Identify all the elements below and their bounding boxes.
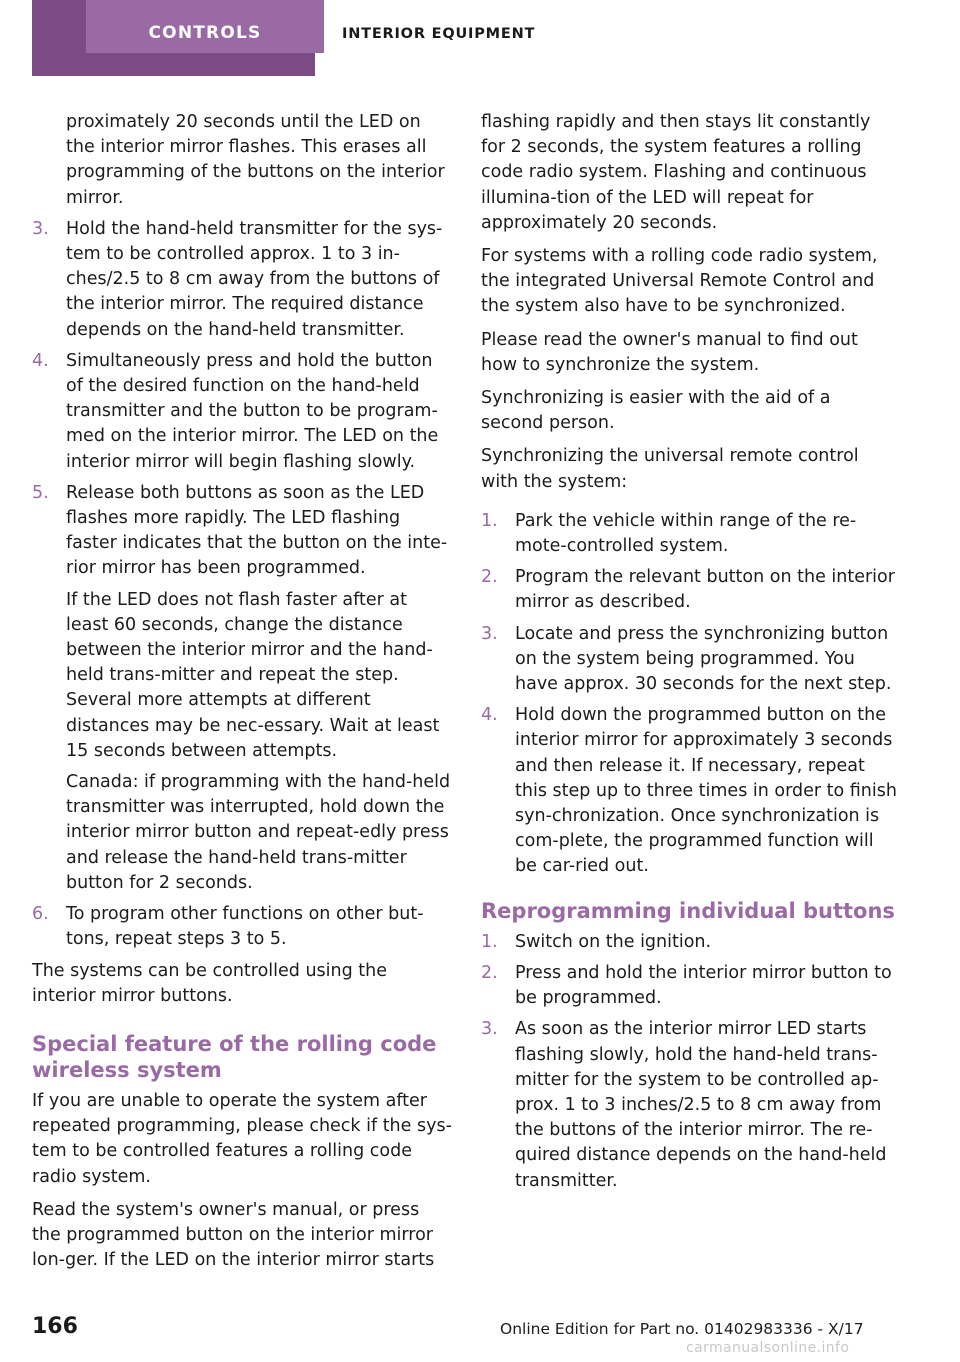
edition-note: Online Edition for Part no. 01402983336 - X/17 [500,1320,864,1338]
step-note-canada: Canada: if programming with the hand-held transmitter was interrupted, hold down the interior mirror button and repeat-edly press and release the hand-held trans-mitter button for 2 seconds. [66,772,451,893]
step-number: 4. [32,350,49,371]
step-text: Hold the hand-held transmitter for the sys-tem to be controlled approx. 1 to 3 in-ches/2.5 to 8 cm away from the buttons of the interior mirror. The required distance depends on the hand-held transmitter. [66,218,443,340]
list-item [481,961,897,1011]
list-item [481,509,897,559]
step-note: If the LED does not flash faster after at least 60 seconds, change the distance between the interior mirror and the hand-held trans-mitter and repeat the step. Several more attempts at different distances may be nec-essary. Wait at least 15 seconds between attempts. [66,589,440,761]
watermark: carmanualsonline.info [686,1340,850,1356]
step-number: 3. [32,218,49,239]
heading-rolling-code: Special feature of the rolling code wireless system [32,1031,437,1082]
continued-text: proximately 20 seconds until the LED on the interior mirror flashes. This erases all programming of the buttons on the interior mirror. [66,112,445,208]
paragraph-unable: If you are unable to operate the system after repeated programming, please check if the sys-tem to be controlled features a rolling code radio system. [32,1090,452,1187]
step-text: Simultaneously press and hold the button of the desired function on the hand-held transmitter and the button to be program-med on the interior mirror. The LED on the interior mirror will begin flashing slowly. [66,350,439,472]
page-number: 166 [32,1314,78,1339]
step-text: Park the vehicle within range of the re-mote-controlled system. [515,510,857,557]
paragraph-owner-manual: Please read the owner's manual to find out how to synchronize the system. [481,329,858,375]
header-tab-background [32,0,315,76]
list-item [481,565,897,615]
step-number: 2. [481,567,498,588]
step-text: Press and hold the interior mirror button to be programmed. [515,962,892,1009]
header-section-label: INTERIOR EQUIPMENT [342,26,536,42]
step-number: 3. [481,623,498,644]
heading-reprogramming: Reprogramming individual buttons [481,898,895,923]
list-item [481,703,897,879]
list-item [32,902,452,952]
list-item [32,349,452,475]
header-tab-controls: CONTROLS [86,0,324,53]
paragraph-flashing: flashing rapidly and then stays lit constantly for 2 seconds, the system features a rolling code radio system. Flashing and continuous illumina-tion of the LED will repeat for approximately 20 seconds. [481,112,871,233]
step-number: 4. [481,705,498,726]
paragraph-rolling-code: For systems with a rolling code radio system, the integrated Universal Remote Control and the system also have to be synchronized. [481,246,878,317]
step-text: As soon as the interior mirror LED starts flashing slowly, hold the hand-held trans-mitter for the system to be controlled ap-prox. 1 to 3 inches/2.5 to 8 cm away from the buttons of the interior mirror. The re-quired distance depends on the hand-held transmitter. [515,1019,887,1191]
step-text: Program the relevant button on the interior mirror as described. [515,567,895,613]
step-text: Switch on the ignition. [515,931,712,952]
step-number: 2. [481,962,498,983]
list-item [481,1017,897,1193]
step-number: 6. [32,904,49,925]
list-item [32,217,452,343]
step-number: 1. [481,931,498,952]
paragraph-sync-intro: Synchronizing the universal remote control with the system: [481,446,859,492]
list-item [481,622,897,698]
step-number: 1. [481,510,498,531]
step-text: To program other functions on other but-tons, repeat steps 3 to 5. [66,904,424,950]
step-text: Hold down the programmed button on the interior mirror for approximately 3 seconds and then release it. If necessary, repeat this step up to three times in order to finish syn-chronization. Once synchronization is com-plete, the programmed function will be car-ried out. [515,705,897,877]
paragraph-second-person: Synchronizing is easier with the aid of a second person. [481,388,831,434]
step-number: 3. [481,1019,498,1040]
paragraph-read-manual: Read the system's owner's manual, or press the programmed button on the interior mirror lon-ger. If the LED on the interior mirror starts [32,1199,435,1271]
paragraph-systems: The systems can be controlled using the interior mirror buttons. [32,960,388,1006]
left-column [32,110,452,1281]
step-number: 5. [32,482,49,503]
list-item [481,930,897,955]
step-text: Release both buttons as soon as the LED flashes more rapidly. The LED flashing faster indicates that the button on the inte-rior mirror has been programmed. [66,482,448,579]
list-item [32,481,452,896]
step-text: Locate and press the synchronizing button on the system being programmed. You have approx. 30 seconds for the next step. [515,623,892,695]
right-column [481,110,897,1200]
